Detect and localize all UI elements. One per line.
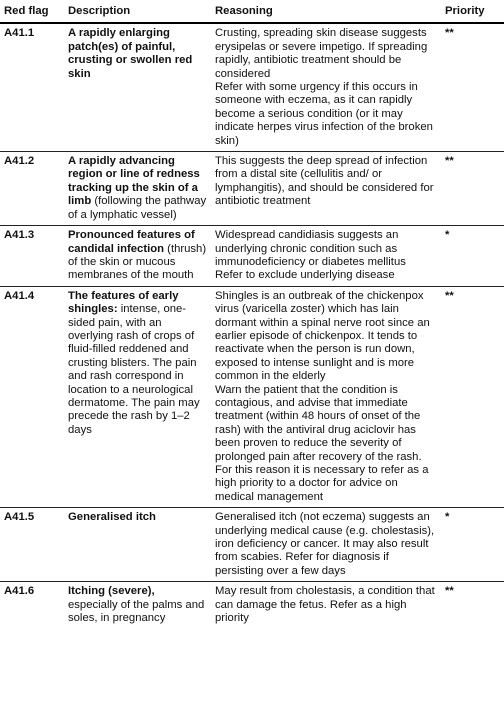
description-bold: A rapidly enlarging patch(es) of painful, crusting or swollen red skin	[68, 27, 193, 80]
description-rest: intense, one-sided pain, with an overlying rash of crops of fluid-filled reddened and crusting blisters. The pain and rash correspond in location to a neurological dermatome. The pain may precede the rash by 1–2 days	[68, 303, 200, 436]
priority-stars: **	[441, 23, 504, 151]
header-reasoning: Reasoning	[211, 0, 441, 23]
table-body	[0, 23, 504, 628]
reasoning-cell	[211, 508, 441, 582]
reasoning-cell	[211, 582, 441, 629]
reasoning-cell	[211, 23, 441, 151]
priority-stars: **	[441, 286, 504, 508]
priority-stars: **	[445, 585, 454, 598]
description-cell	[64, 582, 211, 629]
description-cell	[64, 152, 211, 226]
reasoning-paragraph: Widespread candidiasis suggests an underlying chronic condition such as immunodeficiency or diabetes mellitus	[215, 229, 406, 268]
header-description: Description	[64, 0, 211, 23]
reasoning-paragraph: Shingles is an outbreak of the chickenpox virus (varicella zoster) which has lain dormant within a spinal nerve root since an earlier episode of chickenpox. It tends to reactivate when the person is run down, exposed to intense sunlight and is more common in the elderly	[215, 289, 430, 383]
table-row	[0, 23, 504, 151]
description-cell	[64, 23, 211, 151]
description-cell	[64, 508, 211, 582]
reasoning-paragraph: Generalised itch (not eczema) suggests an underlying medical cause (e.g. cholestasis), iron deficiency or cancer. It may also result from scabies. Refer for diagnosis if persisting over a few days	[215, 511, 435, 577]
table-row	[0, 286, 504, 508]
reasoning-paragraph: Refer with some urgency if this occurs in someone with eczema, as it can rapidly become a serious condition (or it may indicate herpes virus infection of the broken skin)	[215, 81, 433, 147]
description-bold: Pronounced features of candidal infection	[68, 229, 195, 255]
description-rest: especially of the palms and soles, in pregnancy	[68, 598, 205, 625]
reasoning-paragraph: Refer to exclude underlying disease	[215, 269, 395, 282]
reasoning-paragraph: Crusting, spreading skin disease suggests erysipelas or severe impetigo. If spreading rapidly, antibiotic treatment should be considered	[215, 27, 428, 80]
table-row	[0, 508, 504, 582]
reasoning-cell	[211, 286, 441, 508]
priority-stars: *	[441, 226, 504, 287]
table-row	[0, 582, 504, 629]
description-rest: (thrush) of the skin or mucous membranes of the mouth	[68, 242, 207, 282]
red-flag-code: A41.6	[4, 585, 35, 598]
description-bold: Generalised itch	[68, 511, 156, 524]
description-bold: Itching (severe),	[68, 585, 155, 598]
priority-stars: **	[441, 152, 504, 226]
table-row	[0, 226, 504, 287]
reasoning-cell	[211, 226, 441, 287]
reasoning-paragraph: May result from cholestasis, a condition that can damage the fetus. Refer as a high priority	[215, 585, 435, 625]
description-bold: A rapidly advancing region or line of redness tracking up the skin of a limb	[68, 155, 200, 208]
description-cell	[64, 226, 211, 287]
red-flag-code: A41.3	[0, 226, 64, 287]
red-flag-code: A41.5	[0, 508, 64, 582]
table-header-row	[0, 0, 504, 23]
header-red-flag: Red flag	[0, 0, 64, 23]
description-cell	[64, 286, 211, 508]
reasoning-cell	[211, 152, 441, 226]
description-rest: (following the pathway of a lymphatic vessel)	[68, 195, 207, 221]
header-priority: Priority	[441, 0, 504, 23]
table-row	[0, 152, 504, 226]
reasoning-paragraph: Warn the patient that the condition is contagious, and advise that immediate treatment (within 48 hours of onset of the rash) with the antiviral drug aciclovir has been proven to reduce the severity of prolonged pain after recovery of the rash. For this reason it is necessary to refer as a high priority to a doctor for advice on medical management	[215, 383, 429, 503]
red-flag-code: A41.4	[0, 286, 64, 508]
red-flag-code: A41.1	[0, 23, 64, 151]
red-flag-code: A41.2	[0, 152, 64, 226]
priority-stars: *	[441, 508, 504, 582]
reasoning-paragraph: This suggests the deep spread of infection from a distal site (cellulitis and/ or lymphangitis), and should be considered for antibiotic treatment	[215, 155, 434, 208]
description-bold: The features of early shingles:	[68, 289, 179, 316]
